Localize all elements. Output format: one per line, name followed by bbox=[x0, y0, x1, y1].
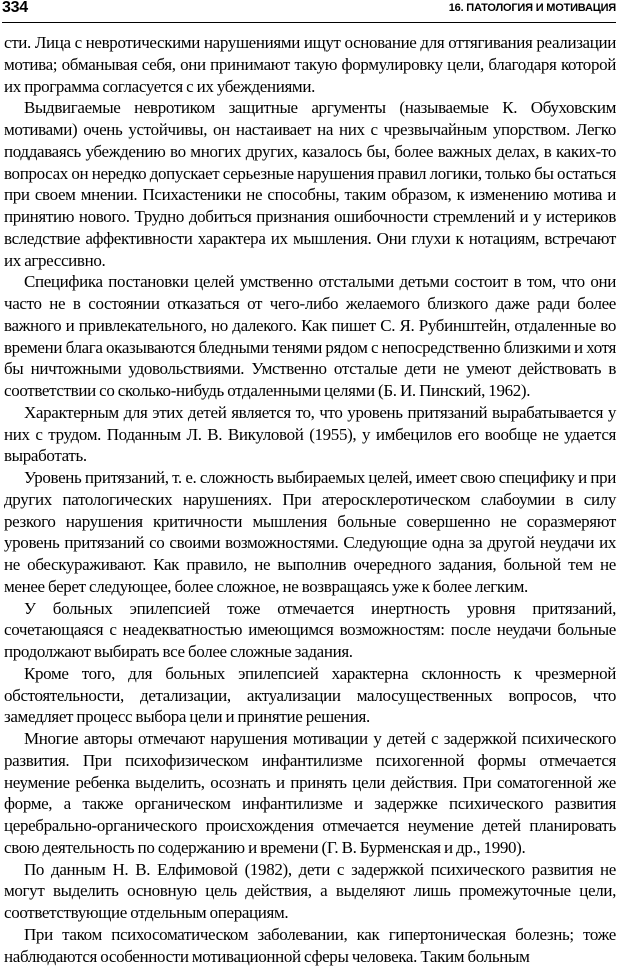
paragraph-3: Специфика постановки целей умственно отсталыми детьми состоит в том, что они часто не в состоянии отказаться от чего-либо желаемого близкого даже ради более важного и привлекательного, но далекого. Как пишет С. Я. Рубинштейн, отдаленные во времени блага оказываются бледными тенями рядом с непосредственно близкими и хотя бы ничтожными удовольствиями. Умственно отсталые дети не умеют действовать в соответствии со сколько-нибудь отдаленными целями (Б. И. Пинский, 1962). bbox=[4, 272, 616, 400]
page-number: 334 bbox=[2, 0, 28, 16]
paragraph-4: Характерным для этих детей является то, что уровень притязаний вырабатывается у них с трудом. Поданным Л. В. Викуловой (1955), у имбецилов его вообще не удается выработать. bbox=[4, 402, 616, 466]
paragraph-9: По данным Н. В. Елфимовой (1982), дети с задержкой психического развития не могут выделить основную цель действия, а выделяют лишь промежуточные цели, соответствующие отдельным операциям. bbox=[4, 859, 616, 922]
paragraph-1: сти. Лица с невротическими нарушениями ищут основание для оттягивания реализации мотива; обманывая себя, они принимают такую формулировку цели, благодаря которой их программа согласуется с их убеждениями. bbox=[4, 33, 616, 96]
paragraph-2: Выдвигаемые невротиком защитные аргументы (называемые К. Обуховским мотивами) очень устойчивы, он настаивает на них с чрезвычайным упорством. Легко поддаваясь убеждению во многих других, казалось бы, более важных делах, в каких-то вопросах он нередко допускает серьезные нарушения правил логики, только бы остаться при своем мнении. Психастеники не способны, таким образом, к изменению мотива и принятию нового. Трудно добиться признания ошибочности стремлений и у истериков вследствие аффективности характера их мышления. Они глухи к нотациям, встречают их агрессивно. bbox=[4, 98, 616, 270]
paragraph-10: При таком психосоматическом заболевании, как гипертоническая болезнь; тоже наблюдаются особенности мотивационной сферы человека. Таким больным bbox=[4, 924, 616, 966]
running-head: 16. ПАТОЛОГИЯ И МОТИВАЦИЯ bbox=[448, 2, 616, 14]
page-header bbox=[2, 0, 616, 23]
paragraph-7: Кроме того, для больных эпилепсией характерна склонность к чрезмерной обстоятельности, детализации, актуализации малосущественных вопросов, что замедляет процесс выбора цели и принятие решения. bbox=[4, 663, 616, 727]
body-text bbox=[4, 32, 616, 967]
paragraph-8: Многие авторы отмечают нарушения мотивации у детей с задержкой психического развития. При психофизическом инфантилизме психогенной формы отмечается неумение ребенка выделить, осознать и принять цели действия. При соматогенной же форме, а также органическом инфантилизме и задержке психического развития церебрально-органического происхождения отмечается неумение детей планировать свою деятельность по содержанию и времени (Г. В. Бурменская и др., 1990). bbox=[4, 729, 616, 857]
paragraph-6: У больных эпилепсией тоже отмечается инертность уровня притязаний, сочетающаяся с неадекватностью имеющимся возможностям: после неудачи больные продолжают выбирать все более сложные задания. bbox=[4, 598, 616, 661]
paragraph-5: Уровень притязаний, т. е. сложность выбираемых целей, имеет свою специфику и при других патологических нарушениях. При атеросклеротическом слабоумии в силу резкого нарушения критичности мышления больные совершенно не соразмеряют уровень притязаний со своими возможностями. Следующие одна за другой неудачи их не обескураживают. Как правило, не выполнив очередного задания, больной тем не менее берет следующее, более сложное, не возвращаясь уже к более легким. bbox=[4, 468, 616, 596]
